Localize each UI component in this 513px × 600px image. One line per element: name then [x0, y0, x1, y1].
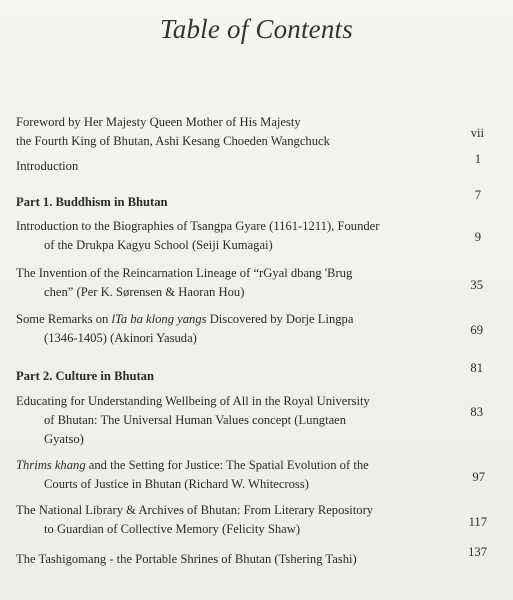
- toc-entry-educating-wellbeing: [16, 392, 436, 449]
- toc-entry-introduction: [16, 157, 436, 176]
- page-number: 1: [474, 152, 481, 166]
- entry-line: chen” (Per K. Sørensen & Haoran Hou): [44, 285, 245, 299]
- page-number: 7: [474, 188, 481, 202]
- entry-italic-title: lTa ba klong yangs: [111, 312, 207, 326]
- entry-line: of Bhutan: The Universal Human Values concept (Lungtaen: [44, 413, 347, 427]
- toc-entry-tashigomang: [16, 550, 436, 569]
- entry-line: the Fourth King of Bhutan, Ashi Kesang Choeden Wangchuck: [16, 134, 330, 148]
- page-number: 35: [470, 278, 483, 292]
- entry-line: to Guardian of Collective Memory (Felicity Shaw): [44, 522, 301, 536]
- page-number: 69: [470, 323, 483, 337]
- page-number: 81: [470, 361, 483, 375]
- page-number: 137: [468, 545, 487, 559]
- toc-entry-national-library: [16, 501, 436, 539]
- page-number: vii: [470, 126, 484, 140]
- toc-entry-lta-ba-klong-yangs: [16, 310, 436, 348]
- entry-text: Some Remarks on: [16, 312, 112, 326]
- entry-line: The Tashigomang - the Portable Shrines of Bhutan (Tshering Tashi): [16, 552, 357, 566]
- entry-italic-title: Thrims khang: [16, 458, 86, 472]
- entry-line: Introduction to the Biographies of Tsangpa Gyare (1161-1211), Founder: [16, 219, 380, 233]
- entry-text: Discovered by Dorje Lingpa: [206, 312, 354, 326]
- entry-line: The Invention of the Reincarnation Lineage of “rGyal dbang 'Brug: [16, 266, 353, 280]
- entry-text: and the Setting for Justice: The Spatial Evolution of the: [85, 458, 369, 472]
- entry-line: Introduction: [16, 159, 79, 173]
- entry-line: Foreword by Her Majesty Queen Mother of His Majesty: [16, 115, 301, 129]
- entry-line: The National Library & Archives of Bhutan: From Literary Repository: [16, 503, 374, 517]
- page-title: Table of Contents: [160, 14, 353, 44]
- toc-entry-foreword: [16, 113, 436, 151]
- toc-entry-thrims-khang: [16, 456, 436, 494]
- entry-line: (1346-1405) (Akinori Yasuda): [44, 331, 197, 345]
- entry-line: [16, 456, 436, 475]
- toc-entry-reincarnation-lineage: [16, 264, 436, 302]
- toc-part-1-heading: [16, 193, 436, 212]
- page-number: 97: [472, 470, 485, 484]
- entry-line: Educating for Understanding Wellbeing of All in the Royal University: [16, 394, 370, 408]
- page-number: 83: [470, 405, 483, 419]
- page-number: 9: [474, 230, 481, 244]
- entry-line: Courts of Justice in Bhutan (Richard W. Whitecross): [44, 477, 309, 491]
- toc-entry-tsangpa-gyare: [16, 217, 436, 255]
- entry-line: Part 2. Culture in Bhutan: [16, 369, 154, 383]
- page-number: 117: [468, 515, 487, 529]
- entry-line: Part 1. Buddhism in Bhutan: [16, 195, 168, 209]
- toc-part-2-heading: [16, 367, 436, 386]
- entry-line: Gyatso): [44, 432, 84, 446]
- entry-line: of the Drukpa Kagyu School (Seiji Kumagai): [44, 238, 273, 252]
- entry-line: [16, 310, 436, 329]
